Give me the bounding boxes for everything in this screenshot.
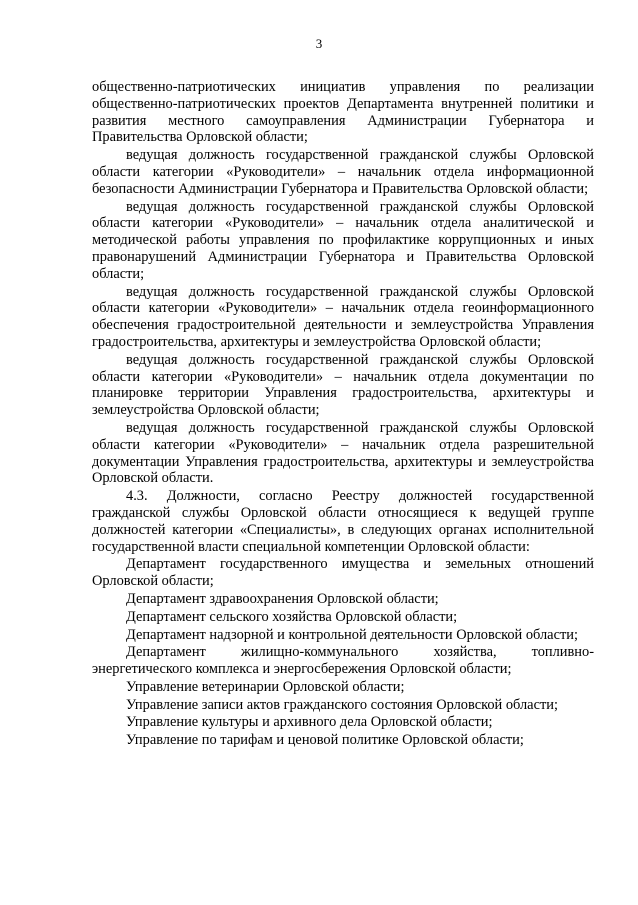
paragraph: ведущая должность государственной гражданской службы Орловской области категории «Руководители» – начальник отдела аналитической и методической работы управления по профилактике коррупционных и иных правонарушений Администрации Губернатора и Правительства Орловской области;	[92, 198, 594, 282]
paragraph: Управление записи актов гражданского состояния Орловской области;	[126, 696, 558, 713]
paragraph: Управление культуры и архивного дела Орловской области;	[126, 714, 493, 731]
page-number: 3	[315, 36, 323, 51]
paragraph: Департамент сельского хозяйства Орловской области;	[126, 608, 458, 625]
paragraph: общественно-патриотических инициатив управления по реализации общественно-патриотических проектов Департамента внутренней политики и развития местного самоуправления Администрации Губернатора и Правительства Орловской области;	[92, 79, 594, 146]
paragraph: 4.3. Должности, согласно Реестру должностей государственной гражданской службы Орловской области относящиеся к ведущей группе должностей категории «Специалисты», в следующих органах исполнительной государственной власти специальной компетенции Орловской области:	[92, 488, 594, 555]
paragraph: Управление ветеринарии Орловской области;	[126, 678, 405, 695]
paragraph: Департамент жилищно-коммунального хозяйства, топливно-энергетического комплекса и энергосбережения Орловской области;	[92, 644, 594, 678]
paragraph: Департамент надзорной и контрольной деятельности Орловской области;	[126, 626, 578, 643]
paragraph: Департамент здравоохранения Орловской области;	[126, 590, 439, 607]
paragraph: Департамент государственного имущества и земельных отношений Орловской области;	[92, 556, 594, 590]
paragraph: Управление по тарифам и ценовой политике Орловской области;	[126, 732, 524, 749]
paragraph: ведущая должность государственной гражданской службы Орловской области категории «Руководители» – начальник отдела информационной безопасности Администрации Губернатора и Правительства Орловской области;	[92, 147, 594, 197]
document-body	[92, 79, 594, 749]
paragraph: ведущая должность государственной гражданской службы Орловской области категории «Руководители» – начальник отдела разрешительной документации Управления градостроительства, архитектуры и землеустройства Орловской области.	[92, 419, 594, 487]
paragraph: ведущая должность государственной гражданской службы Орловской области категории «Руководители» – начальник отдела геоинформационного обеспечения градостроительной деятельности и землеустройства Управления градостроительства, архитектуры и землеустройства Орловской области;	[92, 283, 594, 350]
paragraph: ведущая должность государственной гражданской службы Орловской области категории «Руководители» – начальник отдела документации по планировке территории Управления градостроительства, архитектуры и землеустройства Орловской области;	[92, 351, 594, 419]
